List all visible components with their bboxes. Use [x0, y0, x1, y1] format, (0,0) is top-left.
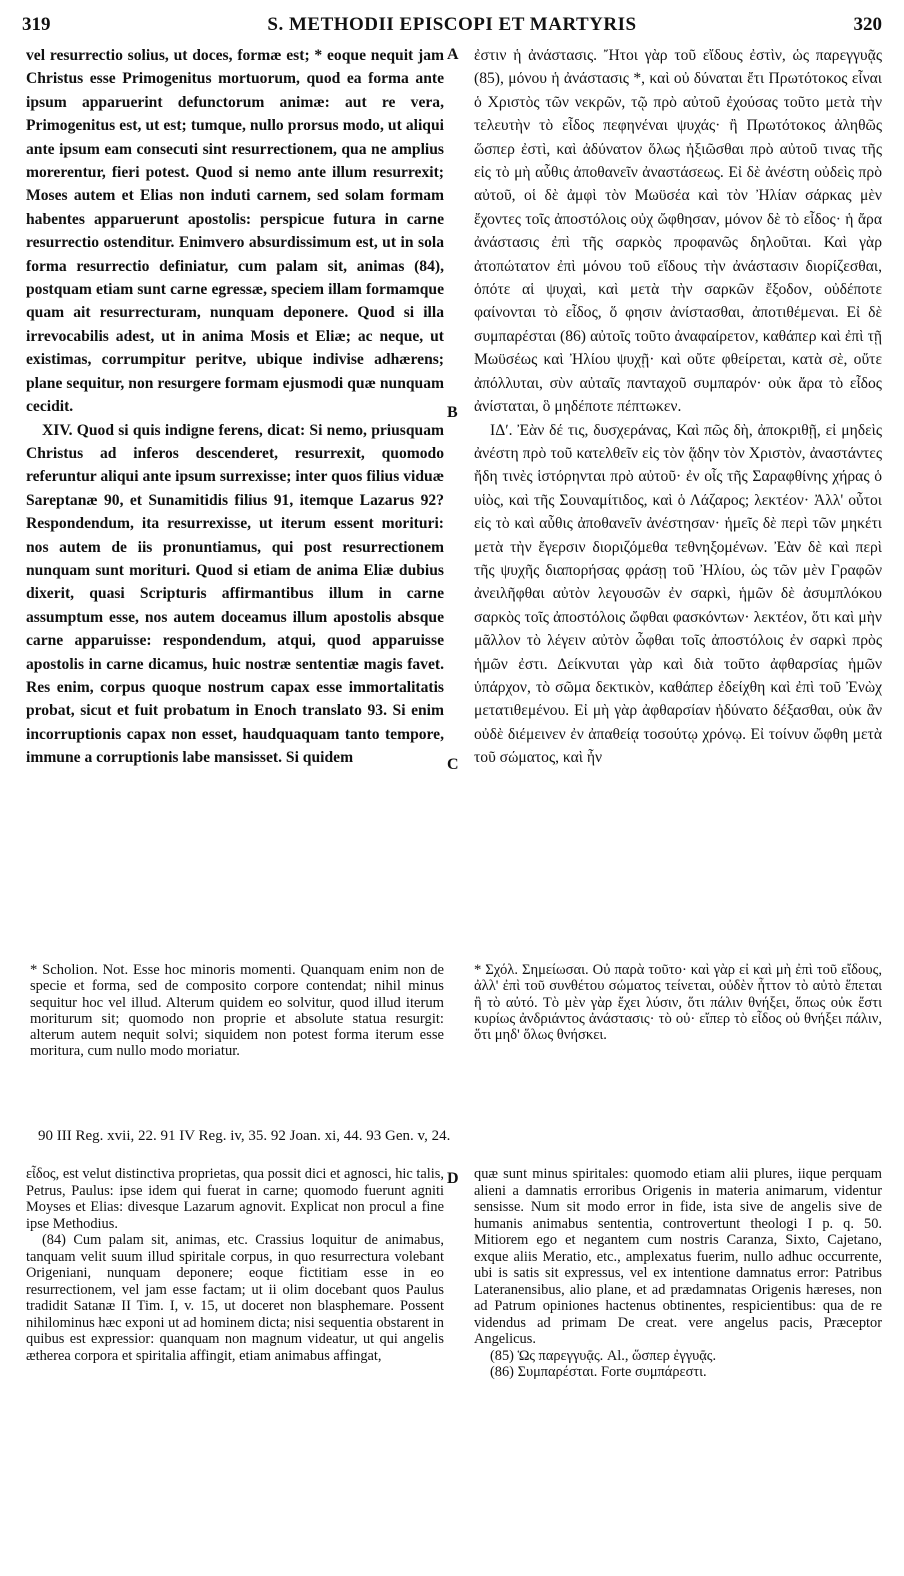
running-title: S. METHODII EPISCOPI ET MARTYRIS: [267, 14, 637, 35]
note-84: (84) Cum palam sit, animas, etc. Crassius loquitur de animabus, tanquam velit suum illud spiritale corpus, in quo resurrectura volebant Origeniani, nunquam deponere; eoque fictitiam esse in eo resurrectionem, vel jam esse factam; ut ii olim docebant quos Paulus tradidit Satanæ II Tim. I, v. 15, ut doceret non blasphemare. Possent nihilominus hæc exponi ut ad hominem dicta; nisi sequentia obstarent in quibus est expressior: quanquam non magnum videatur, ut qui angelis ætherea corpora et spiritalia affingit, etiam animabus affingat,: [26, 1232, 444, 1364]
margin-letter-a: A: [447, 46, 459, 63]
note-84-continued: quæ sunt minus spiritales: quomodo etiam alii plures, iique perquam alieni a damnatis erroribus Origenis in materia animarum, videntur sensisse. Num sit modo error in fide, ista sive de angelis sive de humanis animabus sententia, controvertunt theologi I p. q. 50. Mitiorem ego et negantem cum nostris Caranza, Sixto, Cajetano, exque aliis Meratio, etc., amplexatus fuerim, nullo adhuc occurrente, ubi is satis sit expressus, vel ex intentione damnatus error: Patribus Lateranensibus, alio plane, et ad prædamnatas Origenis hæreses, non ad Patrum opiniones hactenus obtinentes, respicientibus: qua de re videndus ad primam De creat. vere angelus pacis, Præceptor Angelicus.: [474, 1166, 882, 1347]
greek-scholion-text: * Σχόλ. Σημείωσαι. Οὐ παρὰ τοῦτο· καὶ γὰρ εἰ καὶ μὴ ἐπὶ τοῦ εἴδους, ἀλλ' ἐπὶ τοῦ συνθέτου σώματος τείνεται, οὐδὲν ἧττον τὸ αὐτὸ ἕπεται ἢ τὸ αὐτό. Τὸ μὲν γὰρ ἔχει λύσιν, ὅτι πάλιν θνήξει, ὅπως οὐκ ἔστι κυρίως ἀνδριάντος ἀνάστασις· τὸ οὐ· εἴπερ τὸ εἶδος οὐ θνήξει πάλιν, ὅτι μηδ' ὅλως θνήσκει.: [474, 962, 882, 1044]
running-header: [22, 14, 882, 40]
latin-scholion-text: * Scholion. Not. Esse hoc minoris momenti. Quanquam enim non de specie et forma, sed de composito corpore contendat; nihil minus sequitur hoc vel illud. Alterum quidem eo solvitur, quod illud iterum moriturum sit; quomodo non proprie et absolute statua resurgit: alterum autem nequit solvi; siquidem non potest forma iterum esse moritura, cum nullo modo moriatur.: [30, 962, 444, 1060]
note-85: (85) Ὡς παρεγγυᾷς. Al., ὥσπερ ἐγγυᾷς.: [490, 1347, 717, 1364]
notes-right-column: [474, 1166, 882, 1381]
margin-letter-b: B: [447, 404, 458, 421]
note-eidos: εἶδος, est velut distinctiva proprietas, qua possit dici et agnosci, hic talis, Petrus, Paulus: ipse idem qui fuerat in carne; quomodo fuerunt agniti Moyses et Elias: divesque Lazarum agnovit. Explicat non procul a fine ipse Methodius.: [26, 1166, 444, 1232]
greek-scholion: [474, 962, 882, 1043]
notes-left-column: [26, 1166, 444, 1364]
latin-main-column: [26, 44, 444, 770]
scripture-references: 90 III Reg. xvii, 22. 91 IV Reg. iv, 35. 92 Joan. xi, 44. 93 Gen. v, 24.: [38, 1128, 451, 1144]
greek-paragraph-1: ἐστιν ἡ ἀνάστασις. Ἤτοι γὰρ τοῦ εἴδους ἐστὶν, ὡς παρεγγυᾷς (85), μόνου ἡ ἀνάστασις *, καὶ οὐ δύναται ἔτι Πρωτότοκος εἶναι ὁ Χριστὸς τῶν νεκρῶν, τῷ πρὸ αὐτοῦ ἐχούσας τοῦτο μετὰ τὴν τελευτὴν τὸ εἶδος πεφηνέναι ψυχάς· ἢ Πρωτότοκος ἀληθῶς ὥσπερ ἐστὶ, καὶ ἀδύνατον ὅλως ἠξιῶσθαι πρὸ αὐτοῦ τινας τῆς εἰς τὸ μὴ αὖθις ἀποθανεῖν ἀναστάσεως. Εἰ δὲ ἀνέστη οὐδεὶς πρὸ αὐτοῦ, οἱ δὲ ἀμφὶ τὸν Μωϋσέα καὶ τὸν Ἠλίαν σάρκας μὲν ἔχοντες τοῖς ἀποστόλοις οὐχ ὤφθησαν, μόνον δὲ τὸ εἶδος· ἡ ἄρα ἀνάστασις ἐπὶ τῆς σαρκὸς προφανῶς δηλοῦται. Καὶ γὰρ ἀτοπώτατον ἐπὶ μόνου τοῦ εἴδους τὴν ἀνάστασιν διορίζεσθαι, ὁπότε αἱ ψυχαὶ, καὶ μετὰ τὴν σαρκῶν ἔξοδον, οὐδέποτε φαίνονται τὸ εἶδος, ὅ φησιν ἀνίστασθαι, ἀποτιθέμεναι. Εἰ δὲ συμπαρέσται (86) αὐτοῖς τοῦτο ἀναφαίρετον, καθάπερ καὶ ἐπὶ τῇ Μωϋσέως καὶ Ἠλίου ψυχῇ· καὶ οὔτε φθείρεται, κατὰ σὲ, οὔτε ἀπόλλυται, σὺν αὐταῖς πανταχοῦ συμπαρόν· οὐκ ἄρα τὸ εἶδος ἀνίσταται, ὃ μηδέποτε πέπτωκεν.: [474, 47, 882, 416]
greek-paragraph-2: ΙΔʹ. Ἐὰν δέ τις, δυσχεράνας, Καὶ πῶς δὴ, ἀποκριθῇ, εἰ μηδεὶς ἀνέστη πρὸ τοῦ κατελθεῖν εἰς τὸν ᾅδην τὸν Χριστὸν, ἀναστάντες ἤδη τινὲς ἱστόρηνται πρὸ αὐτοῦ· ἐν οἷς τῆς Σαραφθίνης χήρας ὁ υἱὸς, καὶ τῆς Σουναμίτιδος, καὶ ὁ Λάζαρος; λεκτέον· Ἀλλ' οὗτοι εἰς τὸ καὶ αὖθις ἀποθανεῖν ἀνέστησαν· ἡμεῖς δὲ περὶ τῶν μηκέτι μετὰ τὴν ἔγερσιν διοριζόμεθα τεθνηξομένων. Ἐὰν δὲ καὶ περὶ τῆς ψυχῆς διαπορήσας φράσῃ τοῦ Ἠλίου, ὡς τῶν μὲν Γραφῶν ἀνειλῆφθαι αὐτὸν λεγουσῶν ἐν σαρκὶ, ἡμῶν δὲ ἀσυμπλόκου σαρκὸς τοῖς ἀποστόλοις ὤφθαι φασκόντων· λεκτέον, ὅτι καὶ μὴν μᾶλλον τὸ λέγειν αὐτὸν ὦφθαι τοῖς ἀποστόλοις ἐν σαρκὶ πρὸς ἡμῶν ἐστι. Δείκνυται γὰρ καὶ διὰ τοῦτο ἀφθαρσίας ἡμῶν ὑπάρχον, τὸ σῶμα δεκτικὸν, καθάπερ ἐδείχθη καὶ ἐπὶ τοῦ Ἐνὼχ μετατιθεμένου. Εἰ μὴ γὰρ ἀφθαρσίαν ἠδύνατο δέξασθαι, οὐκ ἂν οὐδὲ διέμεινεν ἐν ἀπαθείᾳ τοσούτῳ χρόνῳ. Εἰ τοίνυν ὤφθη μετὰ τοῦ σώματος, καὶ ἦν: [474, 421, 882, 767]
latin-paragraph-2: XIV. Quod si quis indigne ferens, dicat: Si nemo, priusquam Christus ad inferos descenderet, resurrexit, quomodo referuntur aliqui ante ipsum surrexisse; inter quos filius viduæ Sareptanæ 90, et Sunamitidis filius 91, itemque Lazarus 92? Respondendum, ita resurrexisse, ut iterum essent morituri: nos autem de iis pronuntiamus, qui post resurrectionem nunquam sunt morituri. Quod si etiam de anima Eliæ dubius dixerit, quasi Scripturis affirmantibus illum in carne assumptum esse, nos autem doceamus illum apostolis absque carne apparuisse: respondendum, atqui, quod apparuisse apostolis in carne dicamus, huic nostræ sententiæ magis favet. Res enim, corpus quoque nostrum capax esse immortalitatis probat, sicut et fuit probatum in Enoch translato 93. Si enim incorruptionis capax non esset, haudquaquam tanto tempore, immune a corruptionis labe mansisset. Si quidem: [26, 421, 444, 767]
note-86: (86) Συμπαρέσται. Forte συμπάρεστι.: [490, 1364, 707, 1380]
margin-letter-d: D: [447, 1170, 459, 1187]
latin-paragraph-1: vel resurrectio solius, ut doces, formæ est; * eoque nequit jam Christus esse Primogenitus mortuorum, quod ea forma ante ipsum apparuerint defunctorum animæ: aut re vera, Primogenitus est, ut est; tumque, nullo prorsus modo, ut aliqui ante ipsum eam consecuti sint resurrectionem, qua ne amplius morerentur, fieri potest. Quod si nemo ante illum resurrexit; Moses autem et Elias non induti carnem, sed solam formam habentes apparuerunt apostolis: perspicue futura in carne resurrectio ostenditur. Enimvero absurdissimum est, ut in sola forma resurrectio definiatur, cum palam sit, animas (84), postquam etiam sunt carne egressæ, speciem illam formamque quam ait resurrecturam, nunquam deponere. Quod si illa irrevocabilis adest, ut in anima Mosis et Eliæ; ac neque, ut existimas, corrumpitur peritve, ubique indivise adhærens; plane sequitur, non resurgere formam ejusmodi quæ nunquam cecidit.: [26, 47, 444, 416]
greek-main-column: [474, 44, 882, 770]
left-page-number: 319: [22, 14, 51, 35]
latin-scholion: [30, 962, 444, 1060]
right-page-number: 320: [853, 14, 882, 35]
margin-letter-c: C: [447, 756, 459, 773]
